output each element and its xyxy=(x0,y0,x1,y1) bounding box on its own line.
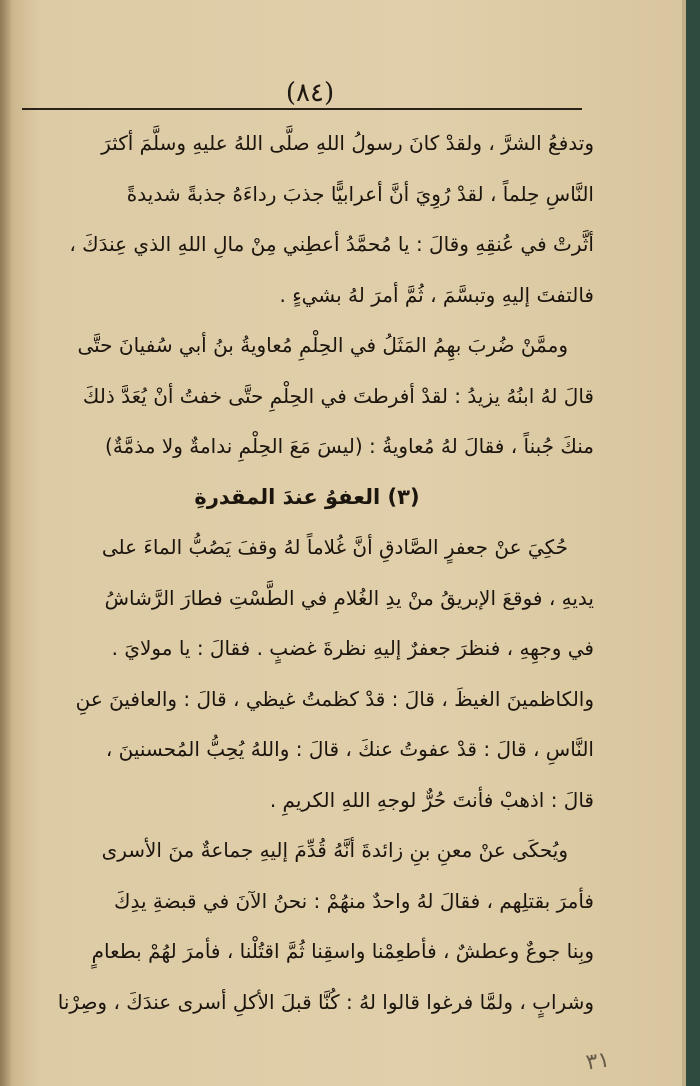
text-line: ويُحكَى عنْ معنِ بنِ زائدةَ أنَّهُ قُدِّمَ إليهِ جماعةٌ منَ الأسرى xyxy=(101,838,568,862)
text-line: وبِنا جوعٌ وعطشٌ ، فأطعِمْنا واسقِنا ثُمَّ اقتُلْنا ، فأمرَ لهُمْ بطعامٍ xyxy=(91,939,594,963)
header-rule xyxy=(22,108,582,110)
page-gutter-shadow xyxy=(0,0,12,1086)
page-body xyxy=(20,118,594,1027)
text-line: أثَّرتْ في عُنقِهِ وقالَ : يا مُحمَّدُ أعطِني مِنْ مالِ اللهِ الذي عِندَكَ ، xyxy=(69,232,594,256)
text-line: منكَ جُبناً ، فقالَ لهُ مُعاويةُ : (ليسَ مَعَ الحِلْمِ ندامةٌ ولا مذمَّةٌ) xyxy=(105,434,594,458)
text-line: فالتفتَ إليهِ وتبسَّمَ ، ثُمَّ أمرَ لهُ بشيءٍ . xyxy=(279,282,594,307)
text-line: وتدفعُ الشرَّ ، ولقدْ كانَ رسولُ اللهِ صلَّى اللهُ عليهِ وسلَّمَ أكثرَ xyxy=(101,131,594,155)
page-number: (٨٤) xyxy=(285,78,335,108)
text-line: والكاظمينَ الغيظَ ، قالَ : قدْ كظمتُ غيظي ، قالَ : والعافينَ عنِ xyxy=(75,686,594,711)
text-line: وممَّنْ ضُربَ بهِمُ المَثَلُ في الحِلْمِ مُعاويةُ بنُ أبي سُفيانَ حتَّى xyxy=(77,333,568,357)
text-line: يديهِ ، فوقعَ الإبريقُ منْ يدِ الغُلامِ في الطَّسْتِ فطارَ الرَّشاشُ xyxy=(104,585,594,610)
text-line: في وجهِهِ ، فنظرَ جعفرٌ إليهِ نظرةَ غضبٍ . فقالَ : يا مولايَ . xyxy=(111,636,594,660)
text-line: حُكِيَ عنْ جعفرٍ الصَّادقِ أنَّ غُلاماً لهُ وقفَ يَصُبُّ الماءَ على xyxy=(101,535,568,559)
text-line: فأمرَ بقتلِهم ، فقالَ لهُ واحدٌ منهُمْ : نحنُ الآنَ في قبضةِ يدِكَ xyxy=(113,888,594,913)
text-line: النَّاسِ حِلماً ، لقدْ رُوِيَ أنَّ أعرابيًّا جذبَ رداءَهُ جذبةً شديدةً xyxy=(126,181,594,206)
text-line: وشرابٍ ، ولمَّا فرغوا قالوا لهُ : كُنَّا قبلَ الأكلِ أسرى عندَكَ ، وصِرْنا xyxy=(57,989,594,1014)
text-line: قالَ لهُ ابنُهُ يزيدُ : لقدْ أفرطتَ في الحِلْمِ حتَّى خفتُ أنْ يُعَدَّ ذلكَ xyxy=(82,383,594,408)
section-heading: (٣) العفوُ عندَ المقدرةِ xyxy=(194,484,420,509)
text-line: قالَ : اذهبْ فأنتَ حُرٌّ لوجهِ اللهِ الكريمِ . xyxy=(269,787,594,812)
pencil-margin-note: ٣١ xyxy=(584,1047,612,1076)
bookmark-ribbon xyxy=(686,0,700,1086)
text-line: النَّاسِ ، قالَ : قدْ عفوتُ عنكَ ، قالَ : واللهُ يُحِبُّ المُحسنينَ ، xyxy=(105,737,594,761)
